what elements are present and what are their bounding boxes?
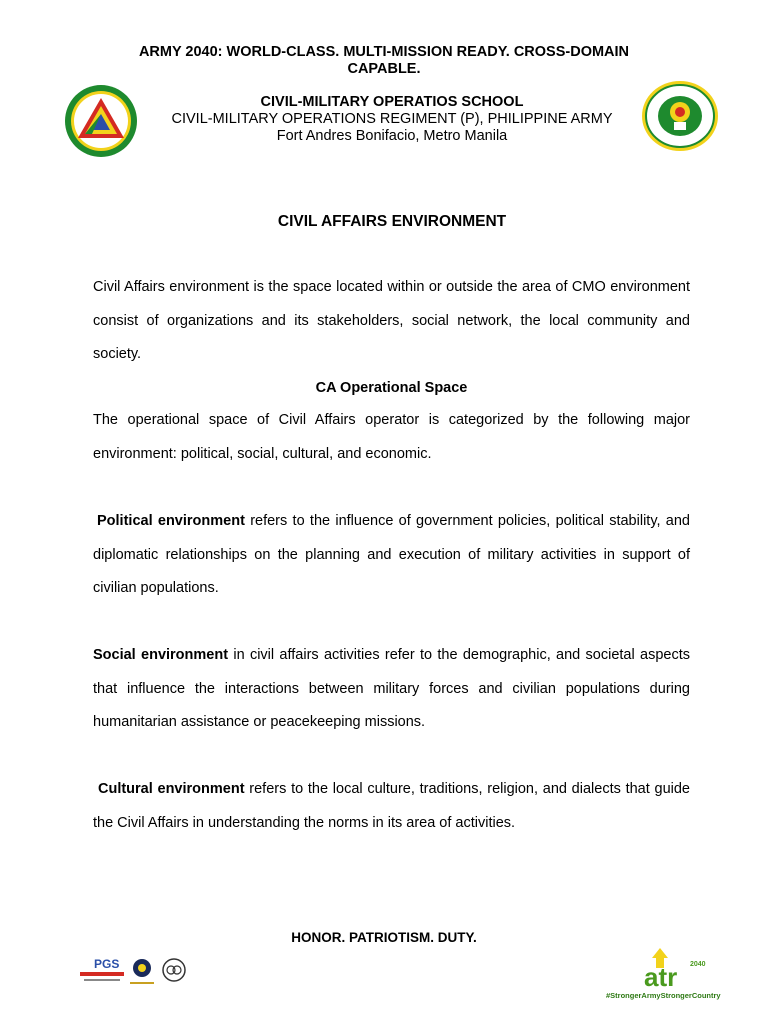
operational-space-paragraph: The operational space of Civil Affairs operator is categorized by the following major environment: political, social, cultural, and economic. [93, 412, 690, 462]
pgs-label: PGS [94, 957, 120, 971]
intro-paragraph: Civil Affairs environment is the space located within or outside the area of CMO environment consist of organizations and its stakeholders, social network, the local community and society. [93, 279, 690, 362]
social-text: in civil affairs activities refer to the demographic, and societal aspects that influence the interactions between military forces and civilian populations during humanitarian assistance or peacekeeping missions. [93, 647, 690, 730]
atr-year: 2040 [690, 961, 706, 968]
atr-2040-logo-icon [604, 946, 730, 1002]
social-paragraph [93, 639, 690, 740]
footer-motto: HONOR. PATRIOTISM. DUTY. [291, 930, 477, 945]
location: Fort Andres Bonifacio, Metro Manila [276, 128, 508, 144]
regiment-logo-icon [64, 84, 138, 158]
document-title: CIVIL AFFAIRS ENVIRONMENT [277, 213, 507, 230]
atr-label: atr [644, 962, 678, 992]
pgs-seals-icon [76, 948, 211, 996]
school-logo-icon [640, 80, 720, 152]
school-name: CIVIL-MILITARY OPERATIOS SCHOOL [260, 94, 524, 110]
political-term: Political environment [97, 513, 245, 529]
political-paragraph [93, 505, 690, 606]
social-term: Social environment [93, 647, 229, 663]
subheading: CA Operational Space [315, 380, 468, 396]
hashtag: #StrongerArmyStrongerCountry [606, 991, 721, 1000]
army-motto: ARMY 2040: WORLD-CLASS. MULTI-MISSION READY. CROSS-DOMAIN CAPABLE. [138, 44, 630, 77]
cultural-paragraph [93, 773, 690, 840]
regiment-name: CIVIL-MILITARY OPERATIONS REGIMENT (P), PHILIPPINE ARMY [171, 111, 613, 127]
cultural-text: refers to the local culture, traditions, religion, and dialects that guide the Civil Affairs in understanding the norms in its area of activities. [93, 781, 690, 831]
cultural-term: Cultural environment [98, 781, 245, 797]
political-text: refers to the influence of government policies, political stability, and diplomatic relationships on the planning and execution of military activities in support of civilian populations. [93, 513, 690, 596]
